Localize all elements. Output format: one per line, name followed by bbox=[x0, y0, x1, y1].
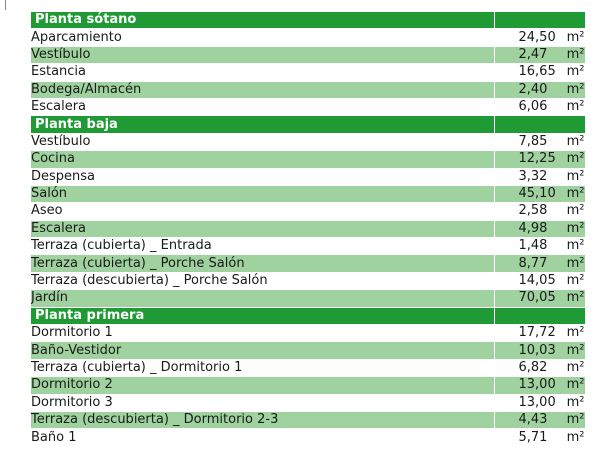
area-unit: m² bbox=[566, 273, 585, 289]
area-value: 6,82 bbox=[518, 360, 548, 375]
area-value: 4,43 bbox=[518, 412, 548, 428]
room-name: Despensa bbox=[31, 168, 494, 185]
section-area-cell bbox=[494, 12, 585, 29]
room-name: Vestíbulo bbox=[31, 46, 494, 63]
area-unit: m² bbox=[566, 325, 585, 341]
room-name: Terraza (cubierta) _ Dormitorio 1 bbox=[31, 359, 494, 376]
room-area bbox=[494, 46, 585, 63]
room-area bbox=[494, 429, 585, 446]
area-unit: m² bbox=[566, 360, 585, 375]
area-value: 45,10 bbox=[518, 186, 556, 202]
table-row bbox=[31, 238, 585, 255]
area-value: 3,32 bbox=[518, 168, 548, 184]
room-name: Salón bbox=[31, 185, 494, 202]
area-value: 2,40 bbox=[518, 81, 548, 97]
area-unit: m² bbox=[566, 186, 585, 202]
room-area bbox=[494, 325, 585, 342]
room-name: Aparcamiento bbox=[31, 29, 494, 46]
room-area bbox=[494, 342, 585, 359]
table-row bbox=[31, 168, 585, 185]
room-area bbox=[494, 290, 585, 307]
area-unit: m² bbox=[566, 377, 585, 393]
area-unit: m² bbox=[566, 133, 585, 149]
room-name: Terraza (cubierta) _ Porche Salón bbox=[31, 255, 494, 272]
page-edge-mark bbox=[5, 0, 6, 10]
section-area-cell bbox=[494, 116, 585, 133]
area-value: 16,65 bbox=[518, 64, 556, 80]
area-value: 13,00 bbox=[518, 394, 556, 410]
table-row bbox=[31, 203, 585, 220]
table-row bbox=[31, 46, 585, 63]
room-name: Cocina bbox=[31, 151, 494, 168]
area-unit: m² bbox=[566, 412, 585, 428]
area-unit: m² bbox=[566, 99, 585, 115]
room-area bbox=[494, 203, 585, 220]
area-unit: m² bbox=[566, 255, 585, 271]
area-unit: m² bbox=[566, 64, 585, 80]
area-unit: m² bbox=[566, 238, 585, 254]
room-area bbox=[494, 272, 585, 289]
table-row bbox=[31, 411, 585, 428]
room-area bbox=[494, 133, 585, 150]
table-row bbox=[31, 98, 585, 115]
area-value: 17,72 bbox=[518, 325, 556, 341]
room-area bbox=[494, 151, 585, 168]
room-name: Escalera bbox=[31, 220, 494, 237]
area-unit: m² bbox=[566, 290, 585, 306]
table-row bbox=[31, 377, 585, 394]
area-unit: m² bbox=[566, 151, 585, 167]
room-name: Terraza (descubierta) _ Porche Salón bbox=[31, 272, 494, 289]
table-row bbox=[31, 272, 585, 289]
area-value: 13,00 bbox=[518, 377, 556, 393]
table-row bbox=[31, 359, 585, 376]
room-area bbox=[494, 98, 585, 115]
area-table bbox=[31, 12, 586, 447]
area-value: 4,98 bbox=[518, 220, 548, 236]
area-value: 8,77 bbox=[518, 255, 548, 271]
area-unit: m² bbox=[566, 29, 585, 45]
area-table-body bbox=[31, 12, 585, 446]
room-area bbox=[494, 29, 585, 46]
area-value: 2,58 bbox=[518, 203, 548, 219]
area-unit: m² bbox=[566, 203, 585, 219]
area-value: 7,85 bbox=[518, 133, 548, 149]
area-value: 5,71 bbox=[518, 429, 548, 445]
table-row bbox=[31, 342, 585, 359]
area-value: 70,05 bbox=[518, 290, 556, 306]
room-area bbox=[494, 185, 585, 202]
area-unit: m² bbox=[566, 342, 585, 358]
room-area bbox=[494, 220, 585, 237]
room-area bbox=[494, 359, 585, 376]
room-name: Escalera bbox=[31, 98, 494, 115]
room-area bbox=[494, 411, 585, 428]
room-name: Dormitorio 3 bbox=[31, 394, 494, 411]
room-name: Jardín bbox=[31, 290, 494, 307]
table-row bbox=[31, 255, 585, 272]
room-name: Estancia bbox=[31, 64, 494, 81]
room-name: Aseo bbox=[31, 203, 494, 220]
section-title: Planta sótano bbox=[31, 12, 494, 29]
section-header bbox=[31, 307, 585, 324]
area-value: 1,48 bbox=[518, 238, 548, 254]
room-name: Vestíbulo bbox=[31, 133, 494, 150]
section-header bbox=[31, 12, 585, 29]
section-header bbox=[31, 116, 585, 133]
room-name: Dormitorio 2 bbox=[31, 377, 494, 394]
table-row bbox=[31, 394, 585, 411]
table-row bbox=[31, 64, 585, 81]
table-row bbox=[31, 185, 585, 202]
area-value: 2,47 bbox=[518, 46, 548, 62]
room-name: Dormitorio 1 bbox=[31, 325, 494, 342]
room-name: Terraza (cubierta) _ Entrada bbox=[31, 238, 494, 255]
area-unit: m² bbox=[566, 394, 585, 410]
section-title: Planta baja bbox=[31, 116, 494, 133]
area-value: 12,25 bbox=[518, 151, 556, 167]
area-value: 24,50 bbox=[518, 29, 556, 45]
room-name: Baño 1 bbox=[31, 429, 494, 446]
area-value: 14,05 bbox=[518, 273, 556, 289]
table-row bbox=[31, 325, 585, 342]
room-area bbox=[494, 81, 585, 98]
table-row bbox=[31, 290, 585, 307]
area-value: 10,03 bbox=[518, 342, 556, 358]
table-row bbox=[31, 29, 585, 46]
room-area bbox=[494, 377, 585, 394]
area-value: 6,06 bbox=[518, 99, 548, 115]
room-area bbox=[494, 168, 585, 185]
room-area bbox=[494, 394, 585, 411]
table-row bbox=[31, 133, 585, 150]
room-name: Baño-Vestidor bbox=[31, 342, 494, 359]
room-area bbox=[494, 238, 585, 255]
area-unit: m² bbox=[566, 429, 585, 445]
table-row bbox=[31, 81, 585, 98]
room-area bbox=[494, 64, 585, 81]
room-name: Terraza (descubierta) _ Dormitorio 2-3 bbox=[31, 411, 494, 428]
area-unit: m² bbox=[566, 220, 585, 236]
area-unit: m² bbox=[566, 168, 585, 184]
area-unit: m² bbox=[566, 46, 585, 62]
section-area-cell bbox=[494, 307, 585, 324]
room-name: Bodega/Almacén bbox=[31, 81, 494, 98]
top-edge bbox=[0, 0, 600, 12]
room-area bbox=[494, 255, 585, 272]
table-row bbox=[31, 220, 585, 237]
table-row bbox=[31, 429, 585, 446]
table-row bbox=[31, 151, 585, 168]
area-unit: m² bbox=[566, 81, 585, 97]
section-title: Planta primera bbox=[31, 307, 494, 324]
